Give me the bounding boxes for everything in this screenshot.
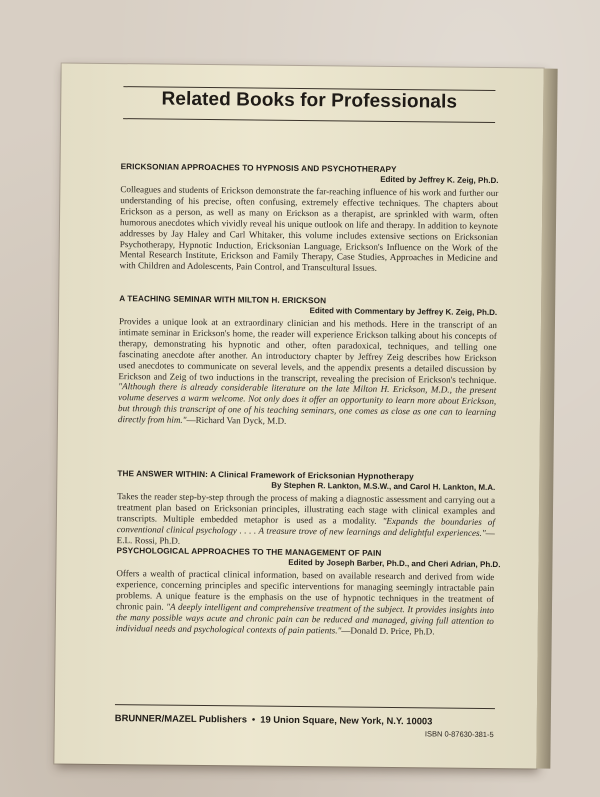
book-description: Colleagues and students of Erickson demonstrate the far-reaching influence of his work and further our understanding of his precise, often confusing, extremely effective techniques. The chapters about Erickson as a person, as well as many on Erickson as a therapist, are sprinkled with warm, often humorous anecdotes which vividly reveal his unique outlook on life and therapy. In addition to keynote addresses by Jay Haley and Carl Whitaker, this volume includes extensive sections on Ericksonian Psychotherapy, Hypnotic Induction, Ericksonian Language, Erickson's Influence on the Work of the Mental Research Institute, Erickson and Family Therapy, Case Studies, Approaches in Medicine and with Children and Adolescents, Pain Control, and Transcultural Issues. <box>119 184 499 274</box>
book-editor: Edited with Commentary by Jeffrey K. Zeig, Ph.D. <box>309 306 498 318</box>
book-back-cover <box>54 63 543 768</box>
book-description <box>116 568 495 637</box>
review-attribution: —Donald D. Price, Ph.D. <box>341 624 435 636</box>
book-entry <box>120 162 499 275</box>
review-quote: "Expands the boundaries of conventional clinical psychology . . . . A treasure trove of new learnings and delightful experiences." <box>116 515 495 538</box>
book-title: A TEACHING SEMINAR WITH MILTON H. ERICKSON <box>119 294 327 306</box>
book-entry <box>117 469 496 549</box>
book-entry <box>118 294 497 429</box>
cover-heading: Related Books for Professionals <box>161 88 458 113</box>
description-text: Takes the reader step-by-step through the process of making a diagnostic assessment and carrying out a treatment plan based on Ericksonian principles, illustrating each stage with clinical examples and transcripts. Multiple embedded metaphor is used as a modality. <box>116 491 496 526</box>
description-text: Offers a wealth of practical clinical information, based on available research and derived from wide experience, concerning principles and specific interventions for managing seemingly intractable pain problems. A unique feature is the emphasis on the use of hypnotic techniques in the treatment of chronic pain. <box>115 568 495 612</box>
book-editor: Edited by Joseph Barber, Ph.D., and Cheri Adrian, Ph.D. <box>288 557 501 570</box>
review-attribution: —Richard Van Dyck, M.D. <box>186 414 287 427</box>
isbn: ISBN 0-87630-381-5 <box>424 729 494 740</box>
book-title-main: THE ANSWER WITHIN: <box>117 469 209 480</box>
publisher-line <box>115 712 495 727</box>
book-entry <box>115 546 501 637</box>
book-description <box>118 316 497 429</box>
review-quote: "A deeply intelligent and comprehensive treatment of the subject. It provides insights into the many possible ways acute and chronic pain can be reduced and managed, giving full attention to individual needs and psychological contexts of pain patients." <box>115 601 495 635</box>
heading-rule-bottom <box>123 118 495 123</box>
book-editor: By Stephen R. Lankton, M.S.W., and Carol H. Lankton, M.A. <box>271 480 496 493</box>
description-text: Provides a unique look at an extraordinary clinician and his methods. Here in the transcript of an intimate seminar in Erickson's home, the reader will experience Erickson talking about his concepts of therapy, demonstrating his hypnotic and other, often paradoxical, techniques, and telling one fascinating anecdote after another. An introductory chapter by Jeffrey Zeig describes how Erickson used anecdotes to communicate on several levels, and the appendix presents a detailed discussion by Erickson and Zeig of two inductions in the transcript, revealing the precision of Erickson's technique. <box>118 316 498 385</box>
publisher-name: BRUNNER/MAZEL Publishers <box>114 712 248 725</box>
book-title: ERICKSONIAN APPROACHES TO HYPNOSIS AND PSYCHOTHERAPY <box>120 162 397 175</box>
review-quote: "Although there is already considerable literature on the late Milton H. Erickson, M.D., the present volume deserves a warm welcome. Not only does it offer an opportunity to learn more about Erickson, but through this transcript of one of his teaching seminars, one comes as close as one can to learning directly from him." <box>117 381 497 425</box>
bullet-separator: • <box>251 713 256 725</box>
book-description <box>117 491 496 549</box>
review-attribution: —E.L. Rossi, Ph.D. <box>116 527 495 546</box>
book-title: PSYCHOLOGICAL APPROACHES TO THE MANAGEMENT OF PAIN <box>116 546 382 558</box>
book-editor: Edited by Jeffrey K. Zeig, Ph.D. <box>380 174 499 186</box>
publisher-address: 19 Union Square, New York, N.Y. 10003 <box>260 713 433 727</box>
book-subtitle: A Clinical Framework of Ericksonian Hypnotherapy <box>210 470 414 482</box>
footer-rule <box>115 704 495 709</box>
